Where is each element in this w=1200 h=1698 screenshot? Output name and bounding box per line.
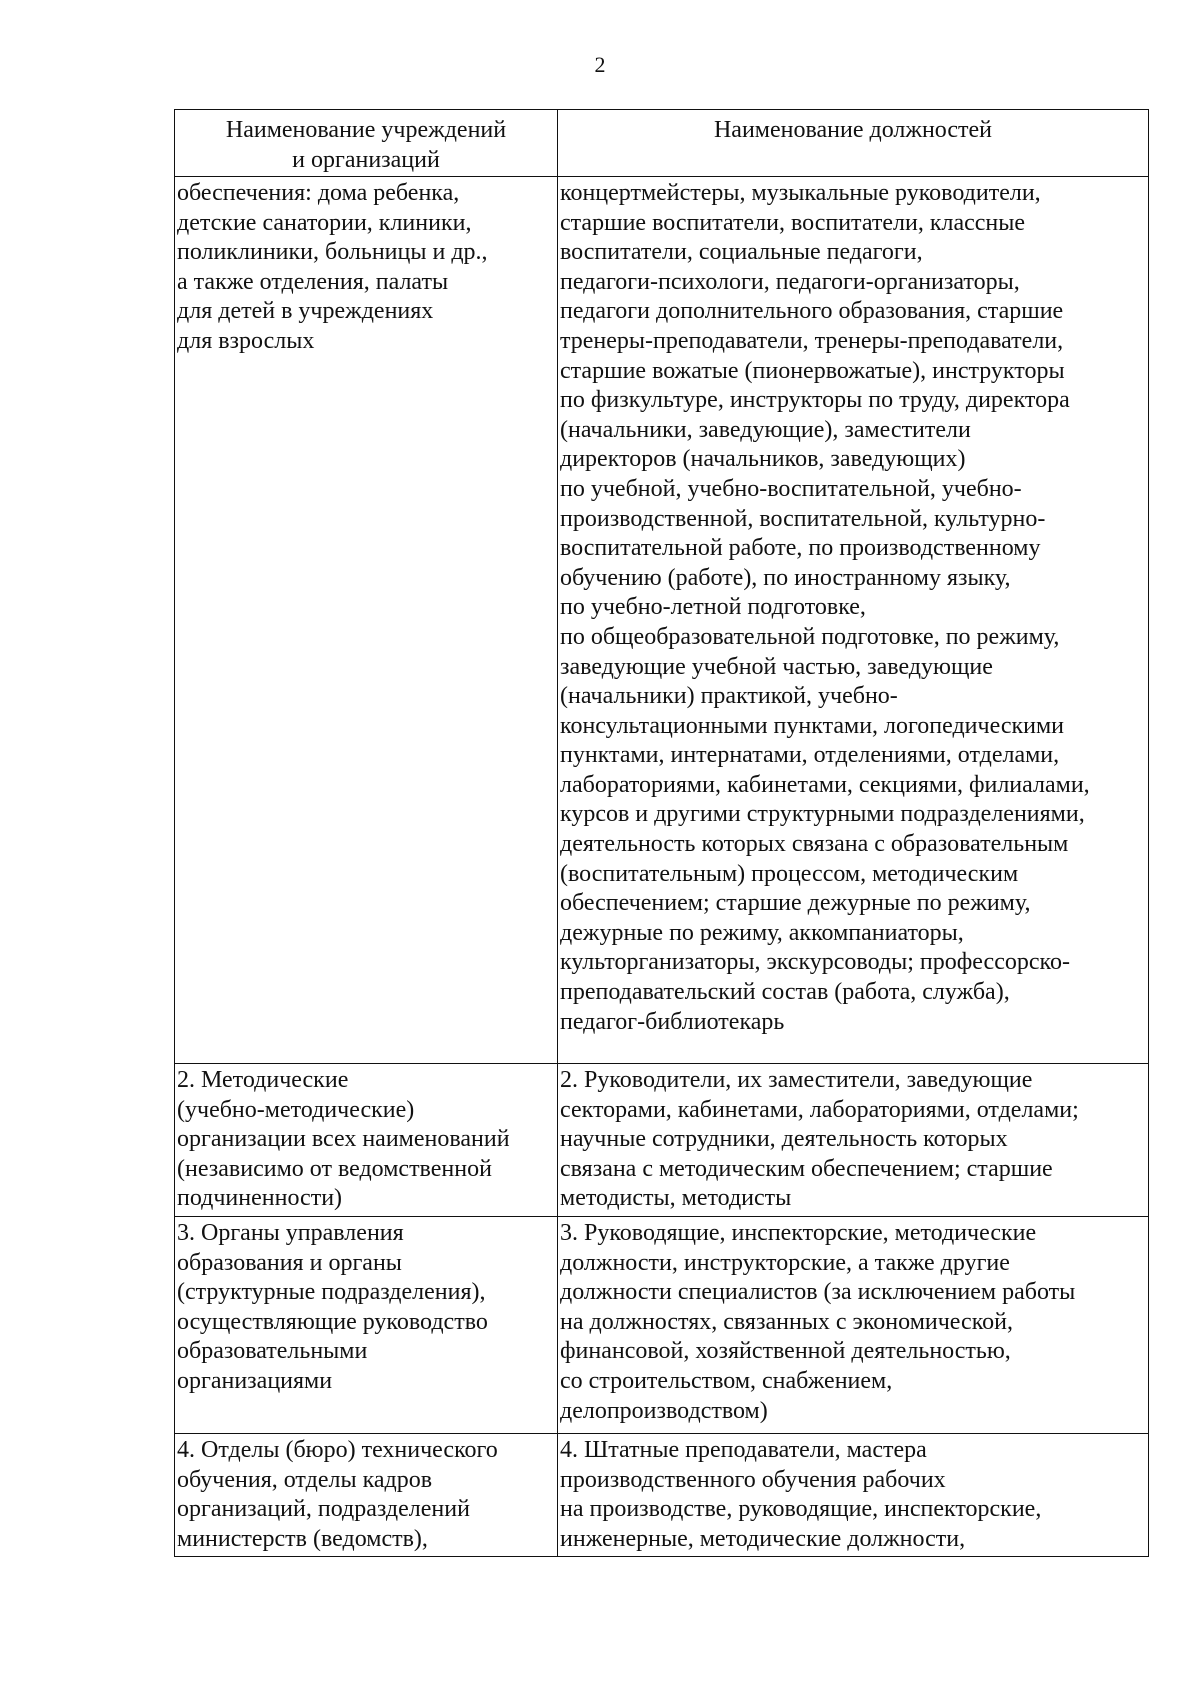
- cell-institutions: 4. Отделы (бюро) технического обучения, отделы кадров организаций, подразделений министерств (ведомств),: [175, 1433, 558, 1556]
- table-row: [175, 1216, 1149, 1433]
- cell-positions: 2. Руководители, их заместители, заведующие секторами, кабинетами, лабораториями, отделами; научные сотрудники, деятельность которых связана с методическим обеспечением; старшие методисты, методисты: [558, 1064, 1149, 1217]
- page-number: 2: [594, 52, 606, 77]
- cell-institutions: 2. Методические (учебно-методические) организации всех наименований (независимо от ведомственной подчиненности): [175, 1064, 558, 1217]
- table-body: [175, 177, 1149, 1557]
- positions-table: [174, 109, 1149, 1557]
- cell-institutions: 3. Органы управления образования и органы (структурные подразделения), осуществляющие руководство образовательными организациями: [175, 1216, 558, 1433]
- cell-positions: 4. Штатные преподаватели, мастера производственного обучения рабочих на производстве, руководящие, инспекторские, инженерные, методические должности,: [558, 1433, 1149, 1556]
- table-row: [175, 1064, 1149, 1217]
- cell-positions: концертмейстеры, музыкальные руководители, старшие воспитатели, воспитатели, классные воспитатели, социальные педагоги, педагоги-психологи, педагоги-организаторы, педагоги дополнительного образования, старшие тренеры-преподаватели, тренеры-преподаватели, старшие вожатые (пионервожатые), инструкторы по физкультуре, инструкторы по труду, директора (начальники, заведующие), заместители директоров (начальников, заведующих) по учебной, учебно-воспитательной, учебно- производственной, воспитательной, культурно- воспитательной работе, по производственному обучению (работе), по иностранному языку, по учебно-летной подготовке, по общеобразовательной подготовке, по режиму, заведующие учебной частью, заведующие (начальники) практикой, учебно- консультационными пунктами, логопедическими пунктами, интернатами, отделениями, отделами, лабораториями, кабинетами, секциями, филиалами, курсов и другими структурными подразделениями, деятельность которых связана с образовательным (воспитательным) процессом, методическим обеспечением; старшие дежурные по режиму, дежурные по режиму, аккомпаниаторы, культорганизаторы, экскурсоводы; профессорско- преподавательский состав (работа, служба), педагог-библиотекарь: [558, 177, 1149, 1064]
- table-row: [175, 177, 1149, 1064]
- table-header: [175, 110, 1149, 177]
- header-row: [175, 110, 1149, 177]
- header-institutions: Наименование учреждений и организаций: [175, 110, 558, 177]
- table-row: [175, 1433, 1149, 1556]
- header-positions: Наименование должностей: [558, 110, 1149, 177]
- cell-institutions: обеспечения: дома ребенка, детские санатории, клиники, поликлиники, больницы и др., а также отделения, палаты для детей в учреждениях для взрослых: [175, 177, 558, 1064]
- cell-positions: 3. Руководящие, инспекторские, методические должности, инструкторские, а также другие должности специалистов (за исключением работы на должностях, связанных с экономической, финансовой, хозяйственной деятельностью, со строительством, снабжением, делопроизводством): [558, 1216, 1149, 1433]
